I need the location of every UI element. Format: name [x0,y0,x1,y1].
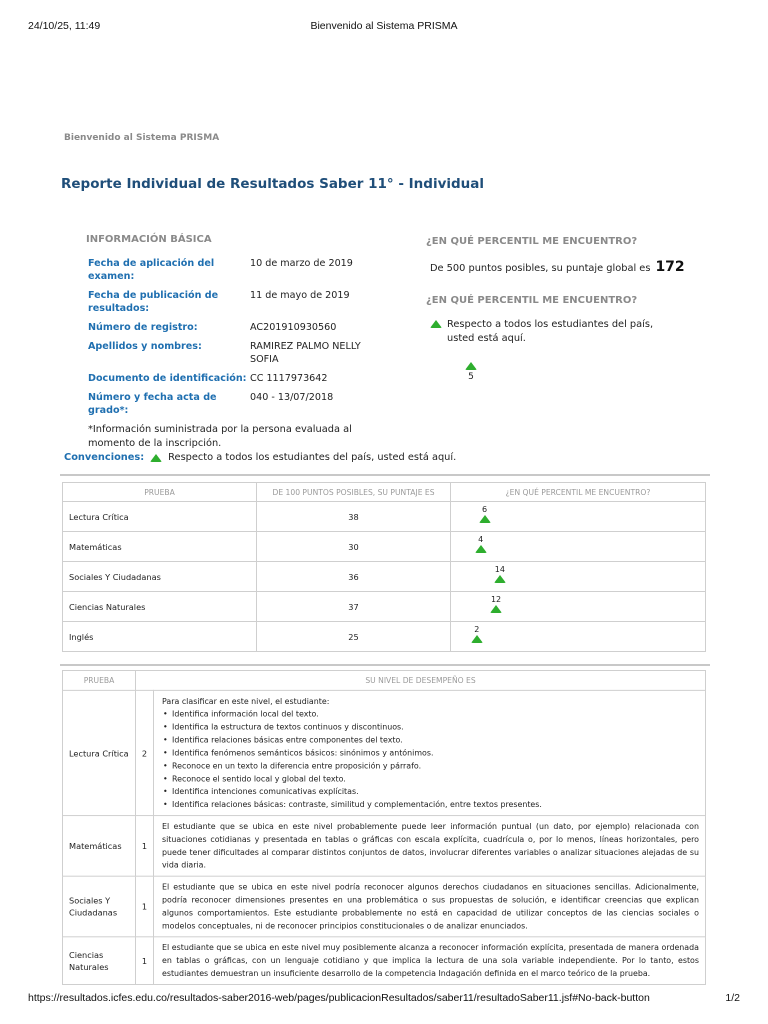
list-item: • Reconoce en un texto la diferencia entre proposición y párrafo. [162,759,699,772]
print-header [28,20,740,34]
global-score-value: 172 [655,259,685,275]
table-row [63,562,706,592]
percentile-value: 2 [474,625,480,634]
test-level: 1 [136,816,154,877]
level-description: El estudiante que se ubica en este nivel podría reconocer algunos derechos ciudadanos en situaciones sencillas. Adicionalmente, podría reconocer dimensiones presentes en una problemática o sus propuestas de solución, e identificar creencias que explican algunos comportamientos. Este estudiante probablemente no está en capacidad de utilizar conceptos de las ciencias sociales o modelos conceptuales, ni de reconocer principios constitucionales o de analizar enunciados. [154,876,706,937]
table-row [63,532,706,562]
basic-info-heading: INFORMACIÓN BÁSICA [86,234,212,245]
test-name: Lectura Crítica [63,690,136,815]
list-item: • Reconoce el sentido local y global del texto. [162,772,699,785]
list-item: • Identifica información local del texto. [162,708,699,721]
info-value: RAMIREZ PALMO NELLY SOFIA [250,341,361,365]
percentile-value: 12 [490,595,502,604]
print-datetime: 24/10/25, 11:49 [28,20,101,32]
info-row-name [88,340,418,366]
conventions-text: Respecto a todos los estudiantes del país, usted está aquí. [168,452,457,463]
test-level: 1 [136,876,154,937]
test-level: 1 [136,937,154,985]
green-triangle-icon [490,605,502,613]
test-name: Matemáticas [63,532,257,562]
test-percentile-cell [451,502,706,532]
info-value: 10 de marzo de 2019 [250,258,353,269]
test-percentile-cell [451,532,706,562]
percentile-heading-global: ¿EN QUÉ PERCENTIL ME ENCUENTRO? [426,236,638,247]
report-title: Reporte Individual de Resultados Saber 11° - Individual [61,176,485,192]
test-score: 30 [257,532,451,562]
info-label: Fecha de aplicación del examen: [88,258,215,282]
green-triangle-icon [465,362,477,370]
level-bullets [162,708,699,811]
percentile-marker [473,535,489,553]
header-score: DE 100 PUNTOS POSIBLES, SU PUNTAJE ES [257,483,451,502]
green-triangle-icon [430,320,442,328]
table-row [63,502,706,532]
test-score: 38 [257,502,451,532]
percentile-value: 6 [481,505,488,514]
header-prueba: PRUEBA [63,483,257,502]
table-header-row [63,483,706,502]
level-description: El estudiante que se ubica en este nivel probablemente puede leer información puntual (un dato, por ejemplo) relacionada con situaciones cotidianas y presentada en tablas o gráficas con escala explícita, cuadrícula o, por lo menos, líneas horizontales, pero puede tener dificultades al comparar distintos conjuntos de datos, involucrar diferentes variables o analizar situaciones alejadas de su vida diaria. [154,816,706,877]
welcome-text: Bienvenido al Sistema PRISMA [64,133,220,143]
green-triangle-icon [150,454,162,462]
national-percentile-marker [461,362,481,382]
info-value: 11 de mayo de 2019 [250,290,350,301]
percentile-value: 4 [478,535,484,544]
info-label: Número y fecha acta de grado*: [88,392,217,416]
table-row [63,622,706,652]
test-percentile-cell [451,592,706,622]
green-triangle-icon [475,545,487,553]
table-row [63,876,706,937]
test-percentile-cell [451,562,706,592]
info-row-exam-date [88,257,418,283]
info-value: 040 - 13/07/2018 [250,392,334,403]
performance-table [62,670,706,985]
list-item: • Identifica relaciones básicas: contraste, similitud y complementación, entre textos presentes. [162,798,699,811]
info-note: *Información suministrada por la persona evaluada al momento de la inscripción. [88,424,352,449]
test-percentile-cell [451,622,706,652]
divider [60,664,710,666]
level-intro: Para clasificar en este nivel, el estudiante: [162,696,330,706]
test-name: Inglés [63,622,257,652]
test-name: Lectura Crítica [63,502,257,532]
print-title: Bienvenido al Sistema PRISMA [310,20,458,32]
table-row [63,937,706,985]
info-value: CC 1117973642 [250,373,328,384]
info-label: Documento de identificación: [88,373,247,384]
header-level: SU NIVEL DE DESEMPEÑO ES [136,670,706,690]
info-row-graduation [88,391,418,417]
basic-info-list [88,257,418,451]
table-row [63,592,706,622]
green-triangle-icon [471,635,483,643]
table-row [63,690,706,815]
info-label: Número de registro: [88,322,198,333]
percentile-marker [492,565,508,583]
print-url: https://resultados.icfes.edu.co/resultados-saber2016-web/pages/publicacionResultados/saber11/resultadoSaber11.jsf#No-back-button [28,992,650,1004]
conventions [64,452,456,463]
header-percentile: ¿EN QUÉ PERCENTIL ME ENCUENTRO? [451,483,706,502]
test-score: 36 [257,562,451,592]
print-page-number: 1/2 [725,992,740,1004]
list-item: • Identifica intenciones comunicativas explícitas. [162,785,699,798]
level-description [154,690,706,815]
table-row [63,816,706,877]
green-triangle-icon [479,515,491,523]
test-name: Sociales Y Ciudadanas [63,876,136,937]
list-item: • Identifica fenómenos semánticos básicos: sinónimos y antónimos. [162,747,699,760]
info-row-publication-date [88,289,418,315]
info-row-document [88,372,418,385]
national-percentile-value: 5 [468,372,474,382]
table-header-row [63,670,706,690]
level-description: El estudiante que se ubica en este nivel muy posiblemente alcanza a reconocer información explícita, presentada de manera ordenada en tablas o gráficas, con un lenguaje cotidiano y que implica la lectura de una sola variable independiente. Por lo tanto, estos estudiantes demuestran un insuficiente desarrollo de la competencia Indagación definida en el marco teórico de la prueba. [154,937,706,985]
national-percentile-text: Respecto a todos los estudiantes del país, usted está aquí. [447,319,654,344]
test-name: Ciencias Naturales [63,592,257,622]
global-score-line [430,259,685,275]
test-name: Ciencias Naturales [63,937,136,985]
print-footer [28,992,740,1006]
percentile-marker [488,595,504,613]
test-name: Matemáticas [63,816,136,877]
info-row-registration [88,321,418,334]
percentile-value: 14 [494,565,505,574]
percentile-heading-national: ¿EN QUÉ PERCENTIL ME ENCUENTRO? [426,295,638,306]
info-value: AC201910930560 [250,322,337,333]
conventions-label: Convenciones: [64,452,145,463]
test-level: 2 [136,690,154,815]
percentile-marker [477,505,493,523]
test-score: 37 [257,592,451,622]
header-prueba: PRUEBA [63,670,136,690]
percentile-marker [469,625,485,643]
list-item: • Identifica la estructura de textos continuos y discontinuos. [162,721,699,734]
scores-table [62,482,706,652]
national-percentile-legend [430,318,680,346]
test-score: 25 [257,622,451,652]
divider [60,474,710,476]
list-item: • Identifica relaciones básicas entre componentes del texto. [162,734,699,747]
global-score-text: De 500 puntos posibles, su puntaje global es [430,263,651,274]
test-name: Sociales Y Ciudadanas [63,562,257,592]
info-label: Fecha de publicación de resultados: [88,290,219,314]
green-triangle-icon [494,575,506,583]
info-label: Apellidos y nombres: [88,341,202,352]
